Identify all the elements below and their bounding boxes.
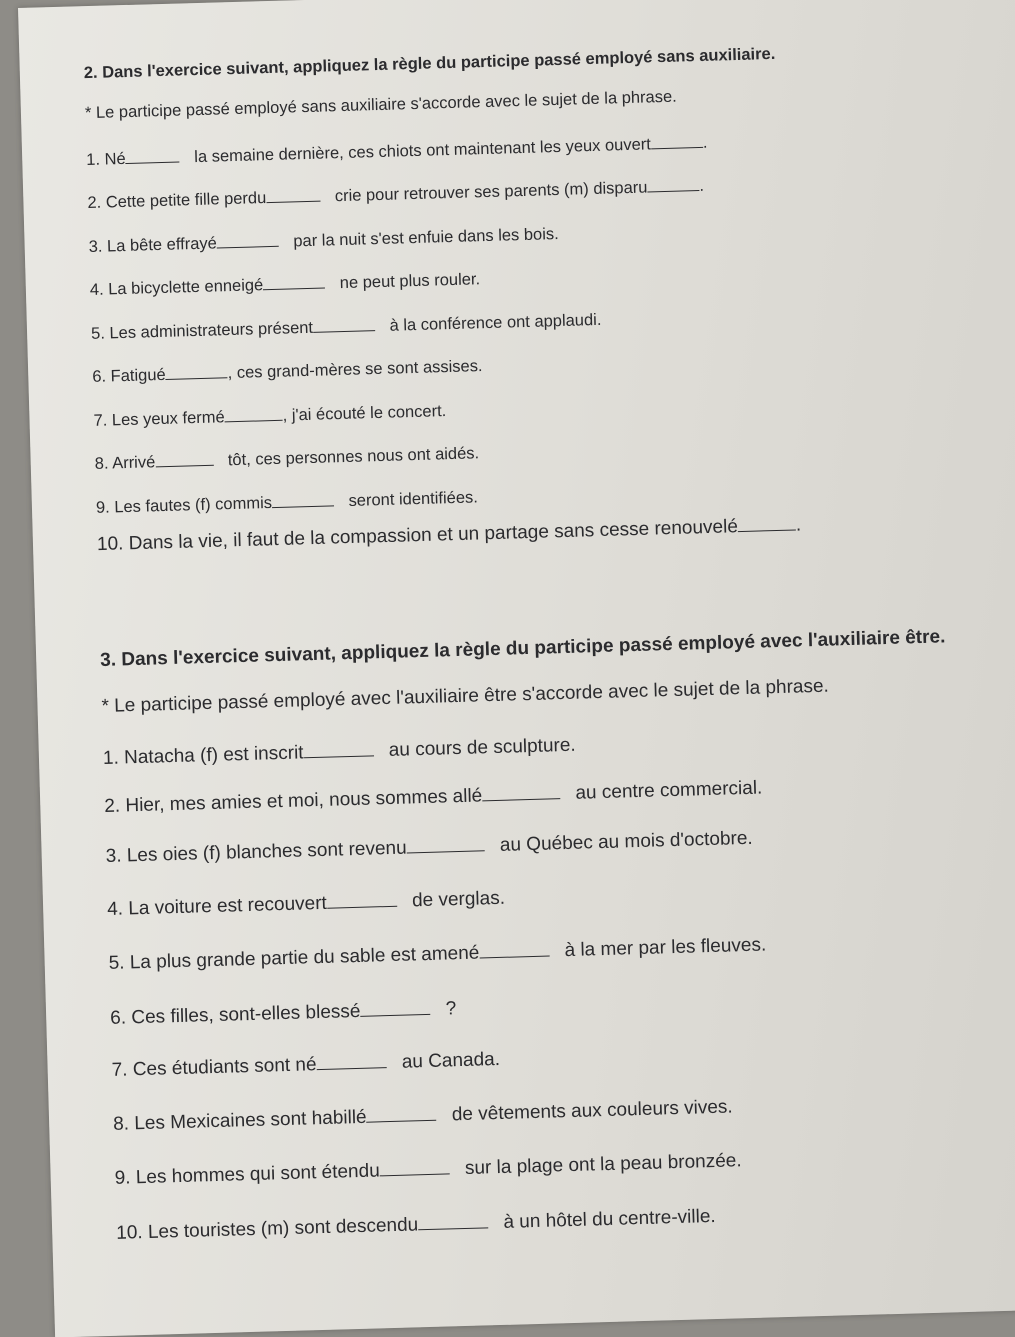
answer-blank[interactable] — [316, 1050, 386, 1070]
answer-blank[interactable] — [379, 1156, 449, 1176]
answer-blank[interactable] — [263, 273, 325, 291]
answer-blank[interactable] — [738, 512, 796, 532]
s2-item-7: 7. Les yeux fermé , j'ai écouté le concert. — [93, 402, 447, 430]
s3-item-4: 4. La voiture est recouvert de verglas. — [106, 887, 506, 920]
section3-heading: 3. Dans l'exercice suivant, appliquez la règle du participe passé employé avec l'auxiliaire être. — [99, 626, 946, 671]
answer-blank[interactable] — [303, 738, 373, 758]
answer-blank[interactable] — [360, 997, 430, 1017]
answer-blank[interactable] — [479, 939, 549, 959]
answer-blank[interactable] — [647, 175, 699, 192]
s2-item-3: 3. La bête effrayé par la nuit s'est enfuie dans les bois. — [88, 224, 559, 256]
s3-item-5: 5. La plus grande partie du sable est amené à la mer par les fleuves. — [108, 934, 767, 974]
section3-rule: * Le participe passé employé avec l'auxiliaire être s'accorde avec le sujet de la phrase. — [101, 675, 830, 717]
answer-blank[interactable] — [224, 405, 282, 422]
s2-item-6: 6. Fatigué , ces grand-mères se sont assises. — [92, 357, 483, 386]
answer-blank[interactable] — [125, 147, 179, 164]
answer-blank[interactable] — [326, 889, 396, 909]
answer-blank[interactable] — [155, 450, 213, 467]
s3-item-10: 10. Les touristes (m) sont descendu à un hôtel du centre-ville. — [115, 1206, 716, 1244]
answer-blank[interactable] — [266, 186, 320, 203]
answer-blank[interactable] — [482, 781, 560, 801]
answer-blank[interactable] — [651, 132, 703, 149]
answer-blank[interactable] — [216, 231, 278, 249]
s2-item-10: 10. Dans la vie, il faut de la compassion et un partage sans cesse renouvelé . — [96, 514, 802, 556]
s2-item-5: 5. Les administrateurs présent à la conférence ont applaudi. — [90, 310, 602, 343]
s3-item-7: 7. Ces étudiants sont né au Canada. — [111, 1049, 501, 1081]
s3-item-2: 2. Hier, mes amies et moi, nous sommes allé au centre commercial. — [104, 777, 763, 817]
s3-item-3: 3. Les oies (f) blanches sont revenu au Québec au mois d'octobre. — [105, 827, 753, 867]
s2-item-2: 2. Cette petite fille perdu crie pour retrouver ses parents (m) disparu . — [87, 176, 705, 212]
answer-blank[interactable] — [406, 833, 484, 853]
worksheet-page — [18, 0, 1015, 1337]
s2-item-1: 1. Né la semaine dernière, ces chiots ont maintenant les yeux ouvert . — [86, 133, 708, 169]
answer-blank[interactable] — [366, 1103, 436, 1123]
answer-blank[interactable] — [418, 1210, 488, 1230]
section2-heading: 2. Dans l'exercice suivant, appliquez la règle du participe passé employé sans auxiliaire. — [83, 44, 776, 83]
s2-item-8: 8. Arrivé tôt, ces personnes nous ont aidés. — [94, 444, 480, 473]
s2-item-4: 4. La bicyclette enneigé ne peut plus rouler. — [89, 270, 481, 299]
section2-rule: * Le participe passé employé sans auxiliaire s'accorde avec le sujet de la phrase. — [84, 87, 677, 123]
s2-item-9: 9. Les fautes (f) commis seront identifiées. — [95, 488, 479, 517]
s3-item-9: 9. Les hommes qui sont étendu sur la plage ont la peau bronzée. — [114, 1150, 742, 1189]
answer-blank[interactable] — [272, 490, 334, 508]
answer-blank[interactable] — [313, 315, 375, 333]
answer-blank[interactable] — [165, 362, 227, 380]
s3-item-6: 6. Ces filles, sont-elles blessé ? — [109, 998, 457, 1029]
s3-item-8: 8. Les Mexicaines sont habillé de vêtements aux couleurs vives. — [112, 1096, 733, 1135]
s3-item-1: 1. Natacha (f) est inscrit au cours de sculpture. — [102, 734, 576, 770]
